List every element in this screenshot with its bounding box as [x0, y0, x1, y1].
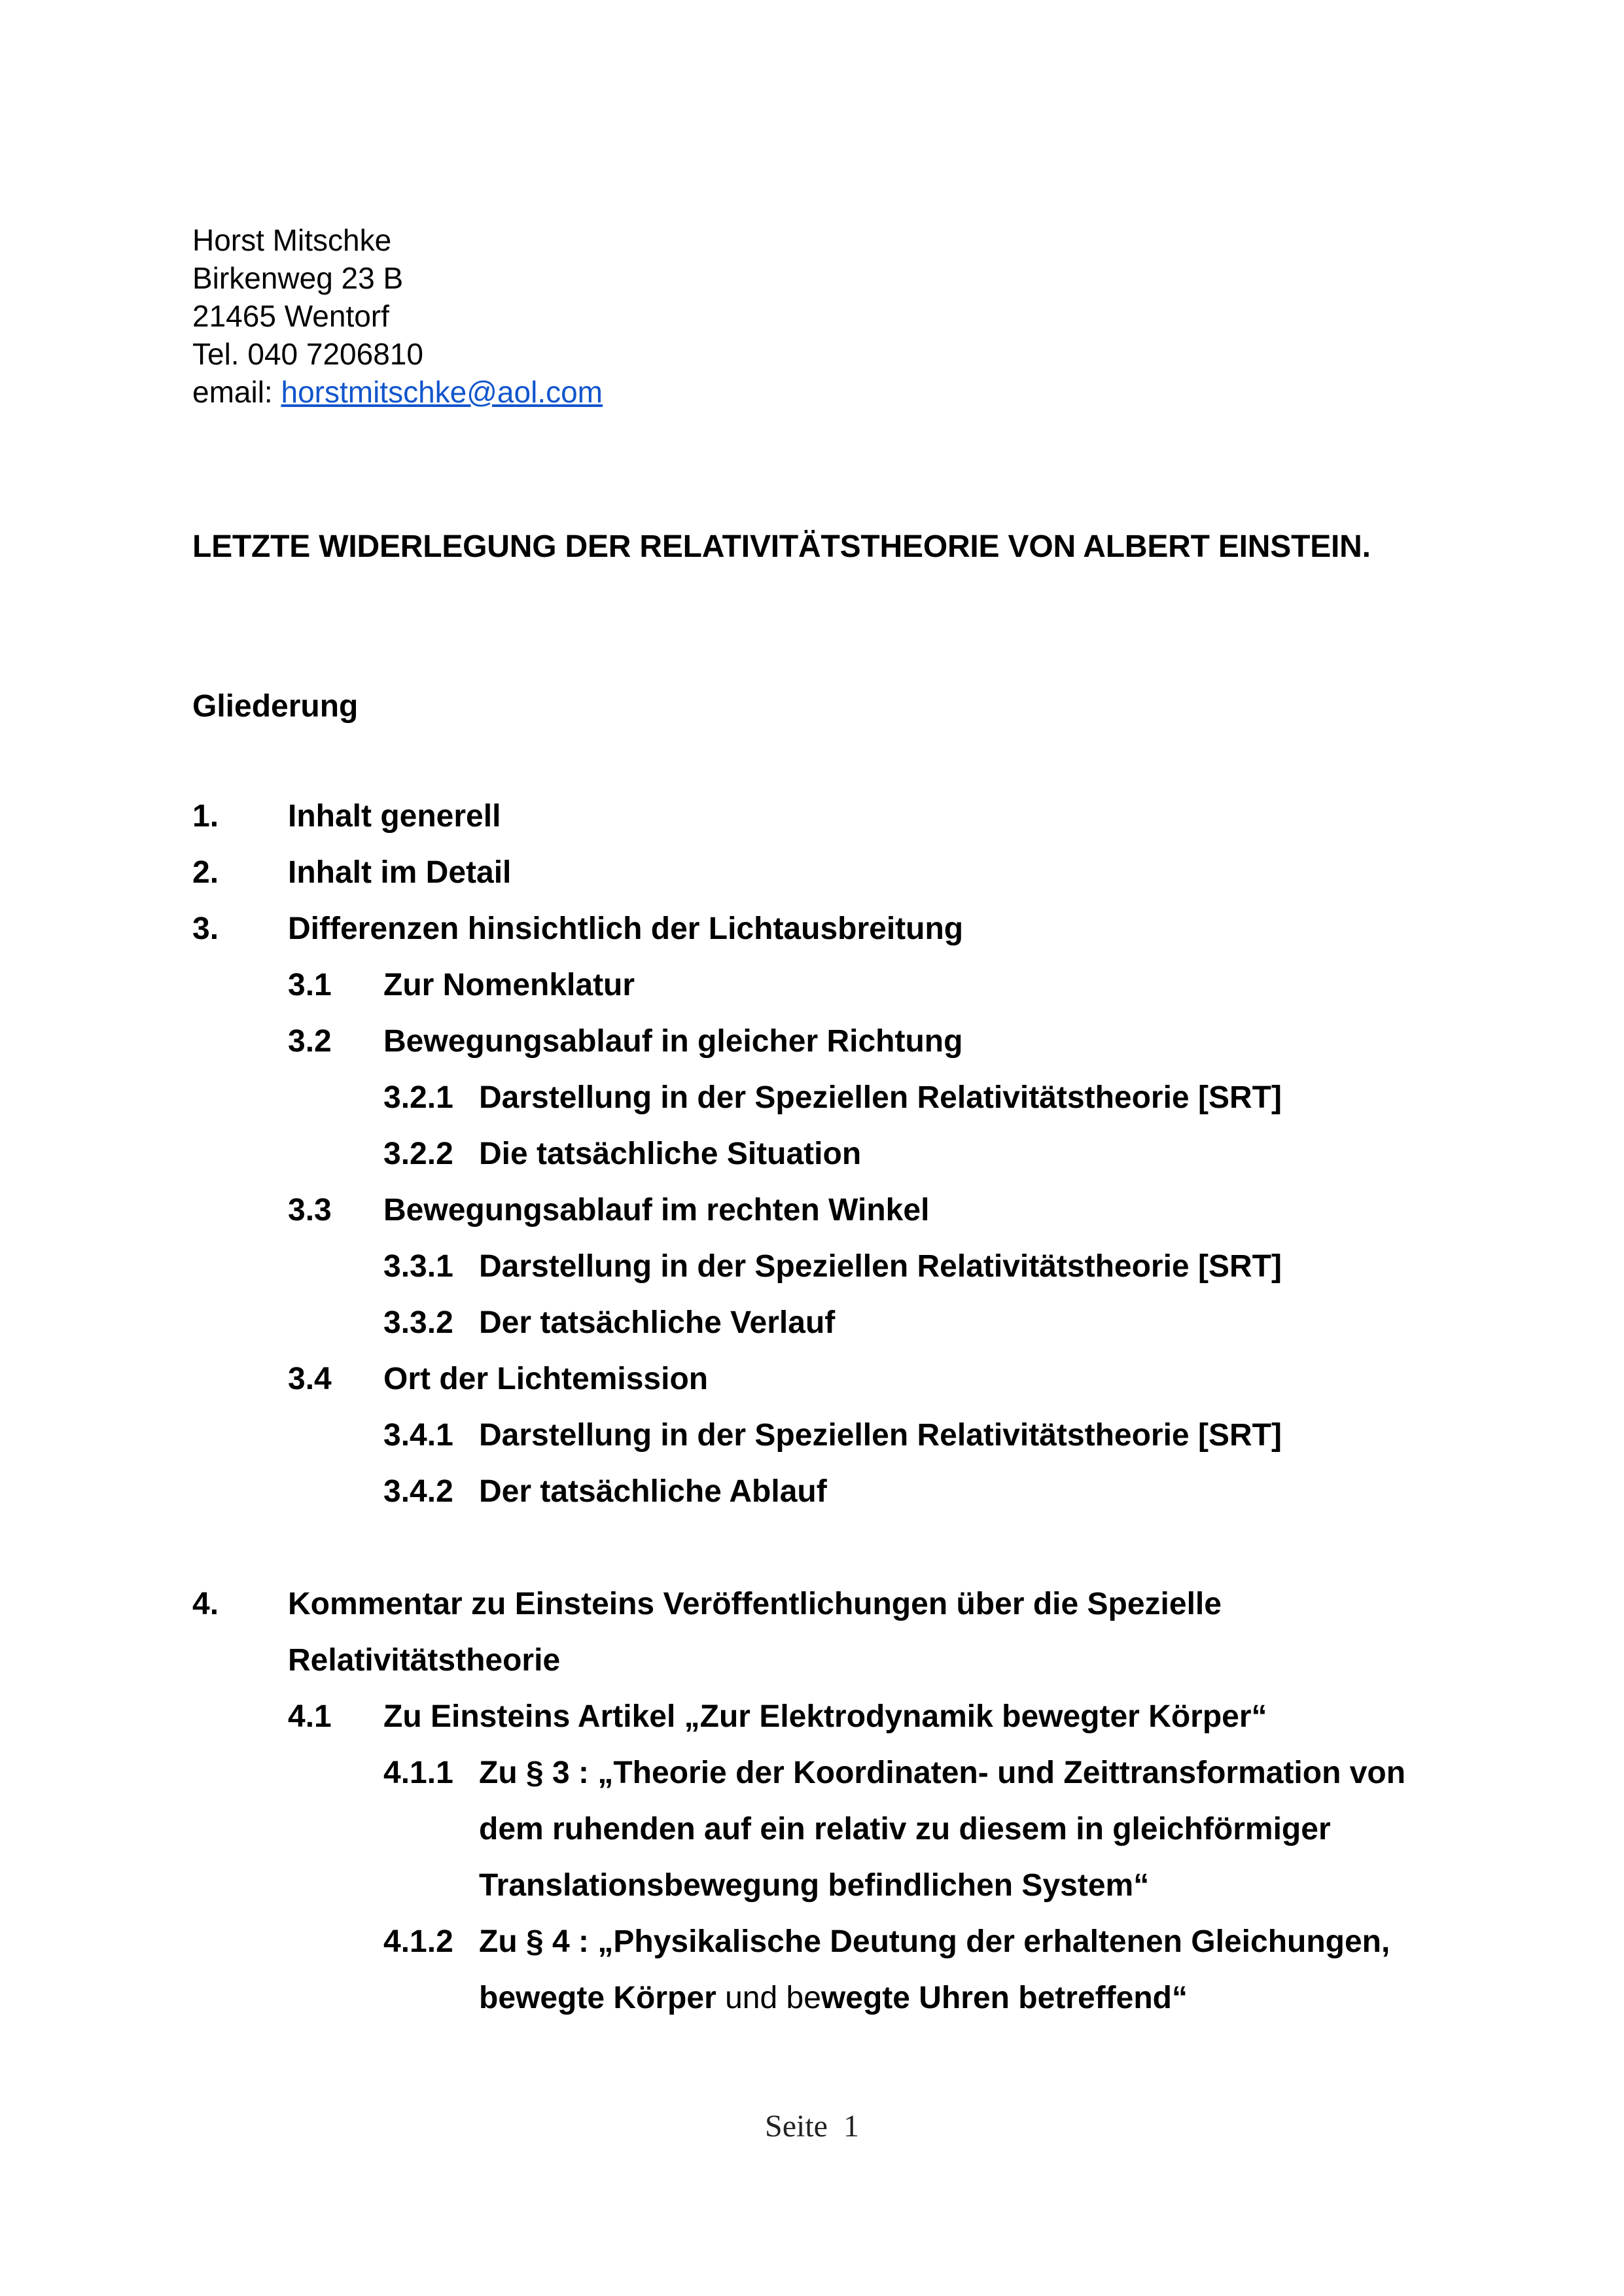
sender-city: 21465 Wentorf	[192, 299, 389, 333]
toc-number: 3.2	[288, 1024, 332, 1059]
toc-number: 3.1	[288, 968, 332, 1002]
toc-text: Zu § 3 : „Theorie der Koordinaten- und Zeittransformation von	[479, 1756, 1406, 1790]
toc-number: 3.3.1	[383, 1249, 453, 1284]
toc-text-continuation: Relativitätstheorie	[288, 1643, 561, 1678]
email-label: email:	[192, 375, 281, 409]
toc-text: Kommentar zu Einsteins Veröffentlichungen über die Spezielle	[288, 1587, 1222, 1621]
toc-text: Differenzen hinsichtlich der Lichtausbreitung	[288, 911, 964, 946]
toc-text: Inhalt generell	[288, 799, 501, 834]
email-link[interactable]: horstmitschke@aol.com	[281, 375, 603, 409]
text-normal-part: und be	[716, 1981, 821, 2015]
toc-text: Darstellung in der Speziellen Relativitätstheorie [SRT]	[479, 1418, 1282, 1453]
toc-number: 3.4	[288, 1362, 332, 1396]
toc-number: 4.1.2	[383, 1924, 453, 1959]
toc-text: Darstellung in der Speziellen Relativitätstheorie [SRT]	[479, 1080, 1282, 1115]
toc-number: 4.1	[288, 1699, 332, 1734]
sender-street: Birkenweg 23 B	[192, 261, 404, 295]
toc-text: Bewegungsablauf in gleicher Richtung	[383, 1024, 963, 1059]
toc-number: 3.4.2	[383, 1474, 453, 1509]
toc-text: Zu Einsteins Artikel „Zur Elektrodynamik bewegter Körper“	[383, 1699, 1267, 1734]
sender-address	[192, 221, 603, 411]
toc-number: 4.	[192, 1587, 219, 1621]
page-footer	[0, 2108, 1624, 2144]
toc-text: Der tatsächliche Verlauf	[479, 1305, 836, 1340]
toc-text: Bewegungsablauf im rechten Winkel	[383, 1193, 930, 1227]
toc-number: 1.	[192, 799, 219, 834]
toc-text-continuation: Translationsbewegung befindlichen System“	[479, 1868, 1150, 1903]
toc-text: Ort der Lichtemission	[383, 1362, 709, 1396]
toc-number: 3.2.1	[383, 1080, 453, 1115]
toc-text-continuation: dem ruhenden auf ein relativ zu diesem in gleichförmiger	[479, 1812, 1331, 1846]
toc-text-continuation	[479, 1979, 1188, 2017]
toc-text: Zur Nomenklatur	[383, 968, 635, 1002]
sender-name: Horst Mitschke	[192, 223, 392, 257]
toc-text: Inhalt im Detail	[288, 855, 512, 890]
page-number: 1	[843, 2109, 859, 2144]
text-bold-part: bewegte Körper	[479, 1981, 716, 2015]
toc-text: Die tatsächliche Situation	[479, 1137, 862, 1171]
toc-number: 3.3.2	[383, 1305, 453, 1340]
toc-text: Zu § 4 : „Physikalische Deutung der erhaltenen Gleichungen,	[479, 1924, 1390, 1959]
toc-number: 3.3	[288, 1193, 332, 1227]
text-bold-part: wegte Uhren betreffend“	[821, 1981, 1188, 2015]
toc-number: 3.	[192, 911, 219, 946]
page-label: Seite	[765, 2109, 828, 2144]
document-title: LETZTE WIDERLEGUNG DER RELATIVITÄTSTHEORIE VON ALBERT EINSTEIN.	[192, 529, 1371, 564]
toc-text: Darstellung in der Speziellen Relativitätstheorie [SRT]	[479, 1249, 1282, 1284]
toc-number: 3.4.1	[383, 1418, 453, 1453]
toc-text: Der tatsächliche Ablauf	[479, 1474, 827, 1509]
sender-email-line	[192, 373, 603, 411]
outline-heading: Gliederung	[192, 689, 359, 724]
toc-number: 2.	[192, 855, 219, 890]
toc-number: 4.1.1	[383, 1756, 453, 1790]
toc-number: 3.2.2	[383, 1137, 453, 1171]
sender-phone: Tel. 040 7206810	[192, 337, 423, 371]
